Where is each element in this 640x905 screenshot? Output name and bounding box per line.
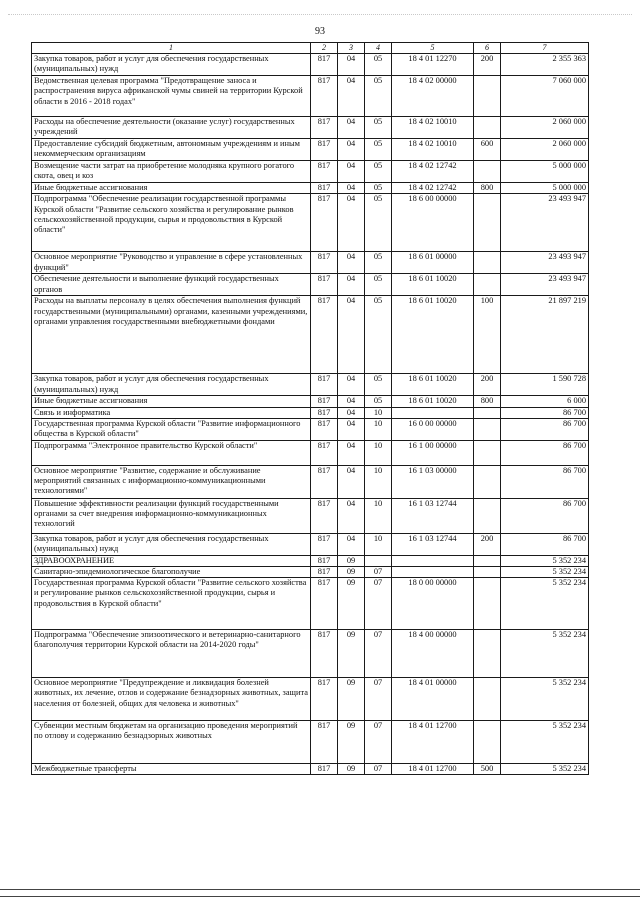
amount-cell: 23 493 947: [501, 274, 589, 296]
table-row: [32, 274, 589, 296]
section-code-cell: 04: [338, 274, 365, 296]
subsection-code-cell: [365, 555, 392, 566]
ministry-code-cell: 817: [311, 161, 338, 183]
ministry-code-cell: 817: [311, 194, 338, 252]
section-code-cell: 04: [338, 183, 365, 194]
table-row: [32, 407, 589, 418]
bottom-rule: [0, 889, 640, 890]
target-article-cell: 18 4 02 10010: [392, 117, 474, 139]
ministry-code-cell: 817: [311, 465, 338, 498]
subsection-code-cell: 05: [365, 274, 392, 296]
subsection-code-cell: 10: [365, 407, 392, 418]
amount-cell: 23 493 947: [501, 252, 589, 274]
section-code-cell: 09: [338, 764, 365, 775]
section-code-cell: 09: [338, 721, 365, 764]
section-code-cell: 04: [338, 407, 365, 418]
expense-type-cell: [474, 76, 501, 117]
subsection-code-cell: 05: [365, 396, 392, 407]
expense-type-cell: [474, 578, 501, 630]
table-row: [32, 76, 589, 117]
subsection-code-cell: 07: [365, 678, 392, 721]
section-code-cell: 09: [338, 678, 365, 721]
table-row: [32, 54, 589, 76]
subsection-code-cell: 05: [365, 117, 392, 139]
expense-type-cell: [474, 252, 501, 274]
amount-cell: 86 700: [501, 418, 589, 440]
expense-type-cell: [474, 630, 501, 678]
target-article-cell: [392, 567, 474, 578]
table-row: [32, 296, 589, 374]
section-code-cell: 09: [338, 567, 365, 578]
item-name-cell: Основное мероприятие "Предупреждение и ликвидация болезней животных, их лечение, отлов и содержание безнадзорных животных, защита населения от болезней, общих для человека и животных": [32, 678, 311, 721]
target-article-cell: 18 4 00 00000: [392, 630, 474, 678]
ministry-code-cell: 817: [311, 407, 338, 418]
target-article-cell: 16 0 00 00000: [392, 418, 474, 440]
expense-type-cell: [474, 498, 501, 533]
section-code-cell: 09: [338, 578, 365, 630]
subsection-code-cell: 10: [365, 440, 392, 465]
ministry-code-cell: 817: [311, 252, 338, 274]
target-article-cell: 18 6 00 00000: [392, 194, 474, 252]
table-row: [32, 139, 589, 161]
subsection-code-cell: 05: [365, 374, 392, 396]
subsection-code-cell: 05: [365, 54, 392, 76]
amount-cell: 7 060 000: [501, 76, 589, 117]
expense-type-cell: [474, 555, 501, 566]
item-name-cell: Расходы на выплаты персоналу в целях обеспечения выполнения функций государственными (муниципальными) органами, казенными учреждениями, органами управления государственными внебюджетными фондами: [32, 296, 311, 374]
target-article-cell: 18 6 01 10020: [392, 296, 474, 374]
section-code-cell: 04: [338, 533, 365, 555]
section-code-cell: 04: [338, 117, 365, 139]
table-row: [32, 578, 589, 630]
table-row: [32, 555, 589, 566]
target-article-cell: 18 4 01 12700: [392, 764, 474, 775]
column-number: 6: [474, 43, 501, 54]
target-article-cell: 18 4 02 00000: [392, 76, 474, 117]
expense-type-cell: 200: [474, 374, 501, 396]
expense-type-cell: [474, 465, 501, 498]
subsection-code-cell: 10: [365, 498, 392, 533]
amount-cell: 5 352 234: [501, 630, 589, 678]
ministry-code-cell: 817: [311, 274, 338, 296]
target-article-cell: 18 6 01 10020: [392, 274, 474, 296]
expense-type-cell: 100: [474, 296, 501, 374]
item-name-cell: Государственная программа Курской области "Развитие информационного общества в Курской области": [32, 418, 311, 440]
subsection-code-cell: 05: [365, 194, 392, 252]
section-code-cell: 04: [338, 498, 365, 533]
item-name-cell: Возмещение части затрат на приобретение молодняка крупного рогатого скота, овец и коз: [32, 161, 311, 183]
item-name-cell: Закупка товаров, работ и услуг для обеспечения государственных (муниципальных) нужд: [32, 54, 311, 76]
expense-type-cell: [474, 161, 501, 183]
item-name-cell: Подпрограмма "Обеспечение реализации государственной программы Курской области "Развитие сельского хозяйства и регулирование рынков сельскохозяйственной продукции, сырья и продовольствия в Курской области": [32, 194, 311, 252]
amount-cell: 86 700: [501, 465, 589, 498]
ministry-code-cell: 817: [311, 721, 338, 764]
ministry-code-cell: 817: [311, 764, 338, 775]
subsection-code-cell: 05: [365, 161, 392, 183]
section-code-cell: 04: [338, 296, 365, 374]
item-name-cell: Закупка товаров, работ и услуг для обеспечения государственных (муниципальных) нужд: [32, 533, 311, 555]
expense-type-cell: [474, 440, 501, 465]
ministry-code-cell: 817: [311, 498, 338, 533]
target-article-cell: [392, 407, 474, 418]
expense-type-cell: [474, 418, 501, 440]
expense-type-cell: [474, 117, 501, 139]
table-row: [32, 194, 589, 252]
subsection-code-cell: 10: [365, 418, 392, 440]
expense-type-cell: [474, 721, 501, 764]
item-name-cell: Связь и информатика: [32, 407, 311, 418]
section-code-cell: 04: [338, 161, 365, 183]
item-name-cell: Обеспечение деятельности и выполнение функций государственных органов: [32, 274, 311, 296]
ministry-code-cell: 817: [311, 533, 338, 555]
item-name-cell: Подпрограмма "Обеспечение эпизоотического и ветеринарно-санитарного благополучия территории Курской области на 2014-2020 годы": [32, 630, 311, 678]
budget-table: [31, 42, 589, 775]
ministry-code-cell: 817: [311, 183, 338, 194]
section-code-cell: 04: [338, 465, 365, 498]
section-code-cell: 04: [338, 440, 365, 465]
section-code-cell: 04: [338, 418, 365, 440]
expense-type-cell: 800: [474, 396, 501, 407]
target-article-cell: 18 4 01 00000: [392, 678, 474, 721]
table-row: [32, 764, 589, 775]
table-row: [32, 567, 589, 578]
table-row: [32, 117, 589, 139]
section-code-cell: 04: [338, 252, 365, 274]
item-name-cell: ЗДРАВООХРАНЕНИЕ: [32, 555, 311, 566]
expense-type-cell: [474, 407, 501, 418]
table-row: [32, 498, 589, 533]
item-name-cell: Межбюджетные трансферты: [32, 764, 311, 775]
ministry-code-cell: 817: [311, 374, 338, 396]
table-row: [32, 630, 589, 678]
top-dotted-rule: [8, 14, 632, 15]
item-name-cell: Иные бюджетные ассигнования: [32, 183, 311, 194]
table-row: [32, 440, 589, 465]
expense-type-cell: [474, 194, 501, 252]
expense-type-cell: [474, 274, 501, 296]
table-row: [32, 161, 589, 183]
subsection-code-cell: 07: [365, 578, 392, 630]
amount-cell: 86 700: [501, 498, 589, 533]
section-code-cell: 04: [338, 54, 365, 76]
amount-cell: 1 590 728: [501, 374, 589, 396]
item-name-cell: Основное мероприятие "Руководство и управление в сфере установленных функций": [32, 252, 311, 274]
target-article-cell: 16 1 03 00000: [392, 465, 474, 498]
ministry-code-cell: 817: [311, 296, 338, 374]
expense-type-cell: 800: [474, 183, 501, 194]
amount-cell: 2 355 363: [501, 54, 589, 76]
target-article-cell: [392, 555, 474, 566]
section-code-cell: 04: [338, 76, 365, 117]
ministry-code-cell: 817: [311, 630, 338, 678]
ministry-code-cell: 817: [311, 567, 338, 578]
column-number: 2: [311, 43, 338, 54]
amount-cell: 86 700: [501, 407, 589, 418]
item-name-cell: Субвенции местным бюджетам на организацию проведения мероприятий по отлову и содержанию безнадзорных животных: [32, 721, 311, 764]
subsection-code-cell: 05: [365, 139, 392, 161]
item-name-cell: Подпрограмма "Электронное правительство Курской области": [32, 440, 311, 465]
table-row: [32, 183, 589, 194]
page-number: 93: [315, 26, 325, 37]
amount-cell: 86 700: [501, 533, 589, 555]
item-name-cell: Иные бюджетные ассигнования: [32, 396, 311, 407]
section-code-cell: 04: [338, 396, 365, 407]
subsection-code-cell: 10: [365, 465, 392, 498]
column-number: 5: [392, 43, 474, 54]
item-name-cell: Ведомственная целевая программа "Предотвращение заноса и распространения вируса африканской чумы свиней на территории Курской области в 2016 - 2018 годах": [32, 76, 311, 117]
ministry-code-cell: 817: [311, 418, 338, 440]
section-code-cell: 04: [338, 194, 365, 252]
subsection-code-cell: 05: [365, 296, 392, 374]
amount-cell: 5 000 000: [501, 161, 589, 183]
target-article-cell: 18 4 01 12700: [392, 721, 474, 764]
subsection-code-cell: 07: [365, 630, 392, 678]
target-article-cell: 18 0 00 00000: [392, 578, 474, 630]
amount-cell: 5 352 234: [501, 764, 589, 775]
target-article-cell: 16 1 03 12744: [392, 533, 474, 555]
column-number: 1: [32, 43, 311, 54]
subsection-code-cell: 10: [365, 533, 392, 555]
subsection-code-cell: 07: [365, 764, 392, 775]
target-article-cell: 18 4 02 12742: [392, 183, 474, 194]
table-row: [32, 418, 589, 440]
target-article-cell: 18 4 02 10010: [392, 139, 474, 161]
item-name-cell: Санитарно-эпидемиологическое благополучие: [32, 567, 311, 578]
expense-type-cell: 200: [474, 533, 501, 555]
ministry-code-cell: 817: [311, 54, 338, 76]
subsection-code-cell: 07: [365, 721, 392, 764]
table-row: [32, 465, 589, 498]
item-name-cell: Государственная программа Курской области "Развитие сельского хозяйства и регулирование рынков сельскохозяйственной продукции, сырья и продовольствия в Курской области": [32, 578, 311, 630]
section-code-cell: 09: [338, 555, 365, 566]
ministry-code-cell: 817: [311, 117, 338, 139]
amount-cell: 5 000 000: [501, 183, 589, 194]
item-name-cell: Основное мероприятие "Развитие, содержание и обслуживание мероприятий связанных с информационно-коммуникационными технологиями": [32, 465, 311, 498]
item-name-cell: Расходы на обеспечение деятельности (оказание услуг) государственных учреждений: [32, 117, 311, 139]
subsection-code-cell: 07: [365, 567, 392, 578]
section-code-cell: 09: [338, 630, 365, 678]
ministry-code-cell: 817: [311, 578, 338, 630]
column-number: 4: [365, 43, 392, 54]
expense-type-cell: 600: [474, 139, 501, 161]
section-code-cell: 04: [338, 139, 365, 161]
column-number: 3: [338, 43, 365, 54]
expense-type-cell: 200: [474, 54, 501, 76]
table-row: [32, 533, 589, 555]
target-article-cell: 18 4 02 12742: [392, 161, 474, 183]
amount-cell: 86 700: [501, 440, 589, 465]
expense-type-cell: 500: [474, 764, 501, 775]
table-row: [32, 374, 589, 396]
bottom-rule: [0, 896, 640, 897]
expense-type-cell: [474, 678, 501, 721]
amount-cell: 23 493 947: [501, 194, 589, 252]
amount-cell: 21 897 219: [501, 296, 589, 374]
subsection-code-cell: 05: [365, 252, 392, 274]
table-row: [32, 678, 589, 721]
item-name-cell: Повышение эффективности реализации функций государственными органами за счет внедрения информационно-коммуникационных технологий: [32, 498, 311, 533]
target-article-cell: 16 1 00 00000: [392, 440, 474, 465]
amount-cell: 5 352 234: [501, 555, 589, 566]
ministry-code-cell: 817: [311, 440, 338, 465]
ministry-code-cell: 817: [311, 396, 338, 407]
target-article-cell: 16 1 03 12744: [392, 498, 474, 533]
expense-type-cell: [474, 567, 501, 578]
table-row: [32, 396, 589, 407]
amount-cell: 2 060 000: [501, 117, 589, 139]
amount-cell: 5 352 234: [501, 721, 589, 764]
item-name-cell: Предоставление субсидий бюджетным, автономным учреждениям и иным некоммерческим организациям: [32, 139, 311, 161]
table-row: [32, 721, 589, 764]
amount-cell: 5 352 234: [501, 567, 589, 578]
subsection-code-cell: 05: [365, 76, 392, 117]
target-article-cell: 18 6 01 00000: [392, 252, 474, 274]
amount-cell: 5 352 234: [501, 578, 589, 630]
item-name-cell: Закупка товаров, работ и услуг для обеспечения государственных (муниципальных) нужд: [32, 374, 311, 396]
target-article-cell: 18 4 01 12270: [392, 54, 474, 76]
column-numbers-row: [32, 43, 589, 54]
amount-cell: 2 060 000: [501, 139, 589, 161]
target-article-cell: 18 6 01 10020: [392, 396, 474, 407]
ministry-code-cell: 817: [311, 139, 338, 161]
target-article-cell: 18 6 01 10020: [392, 374, 474, 396]
amount-cell: 5 352 234: [501, 678, 589, 721]
ministry-code-cell: 817: [311, 555, 338, 566]
ministry-code-cell: 817: [311, 678, 338, 721]
section-code-cell: 04: [338, 374, 365, 396]
subsection-code-cell: 05: [365, 183, 392, 194]
ministry-code-cell: 817: [311, 76, 338, 117]
table-row: [32, 252, 589, 274]
column-number: 7: [501, 43, 589, 54]
amount-cell: 6 000: [501, 396, 589, 407]
